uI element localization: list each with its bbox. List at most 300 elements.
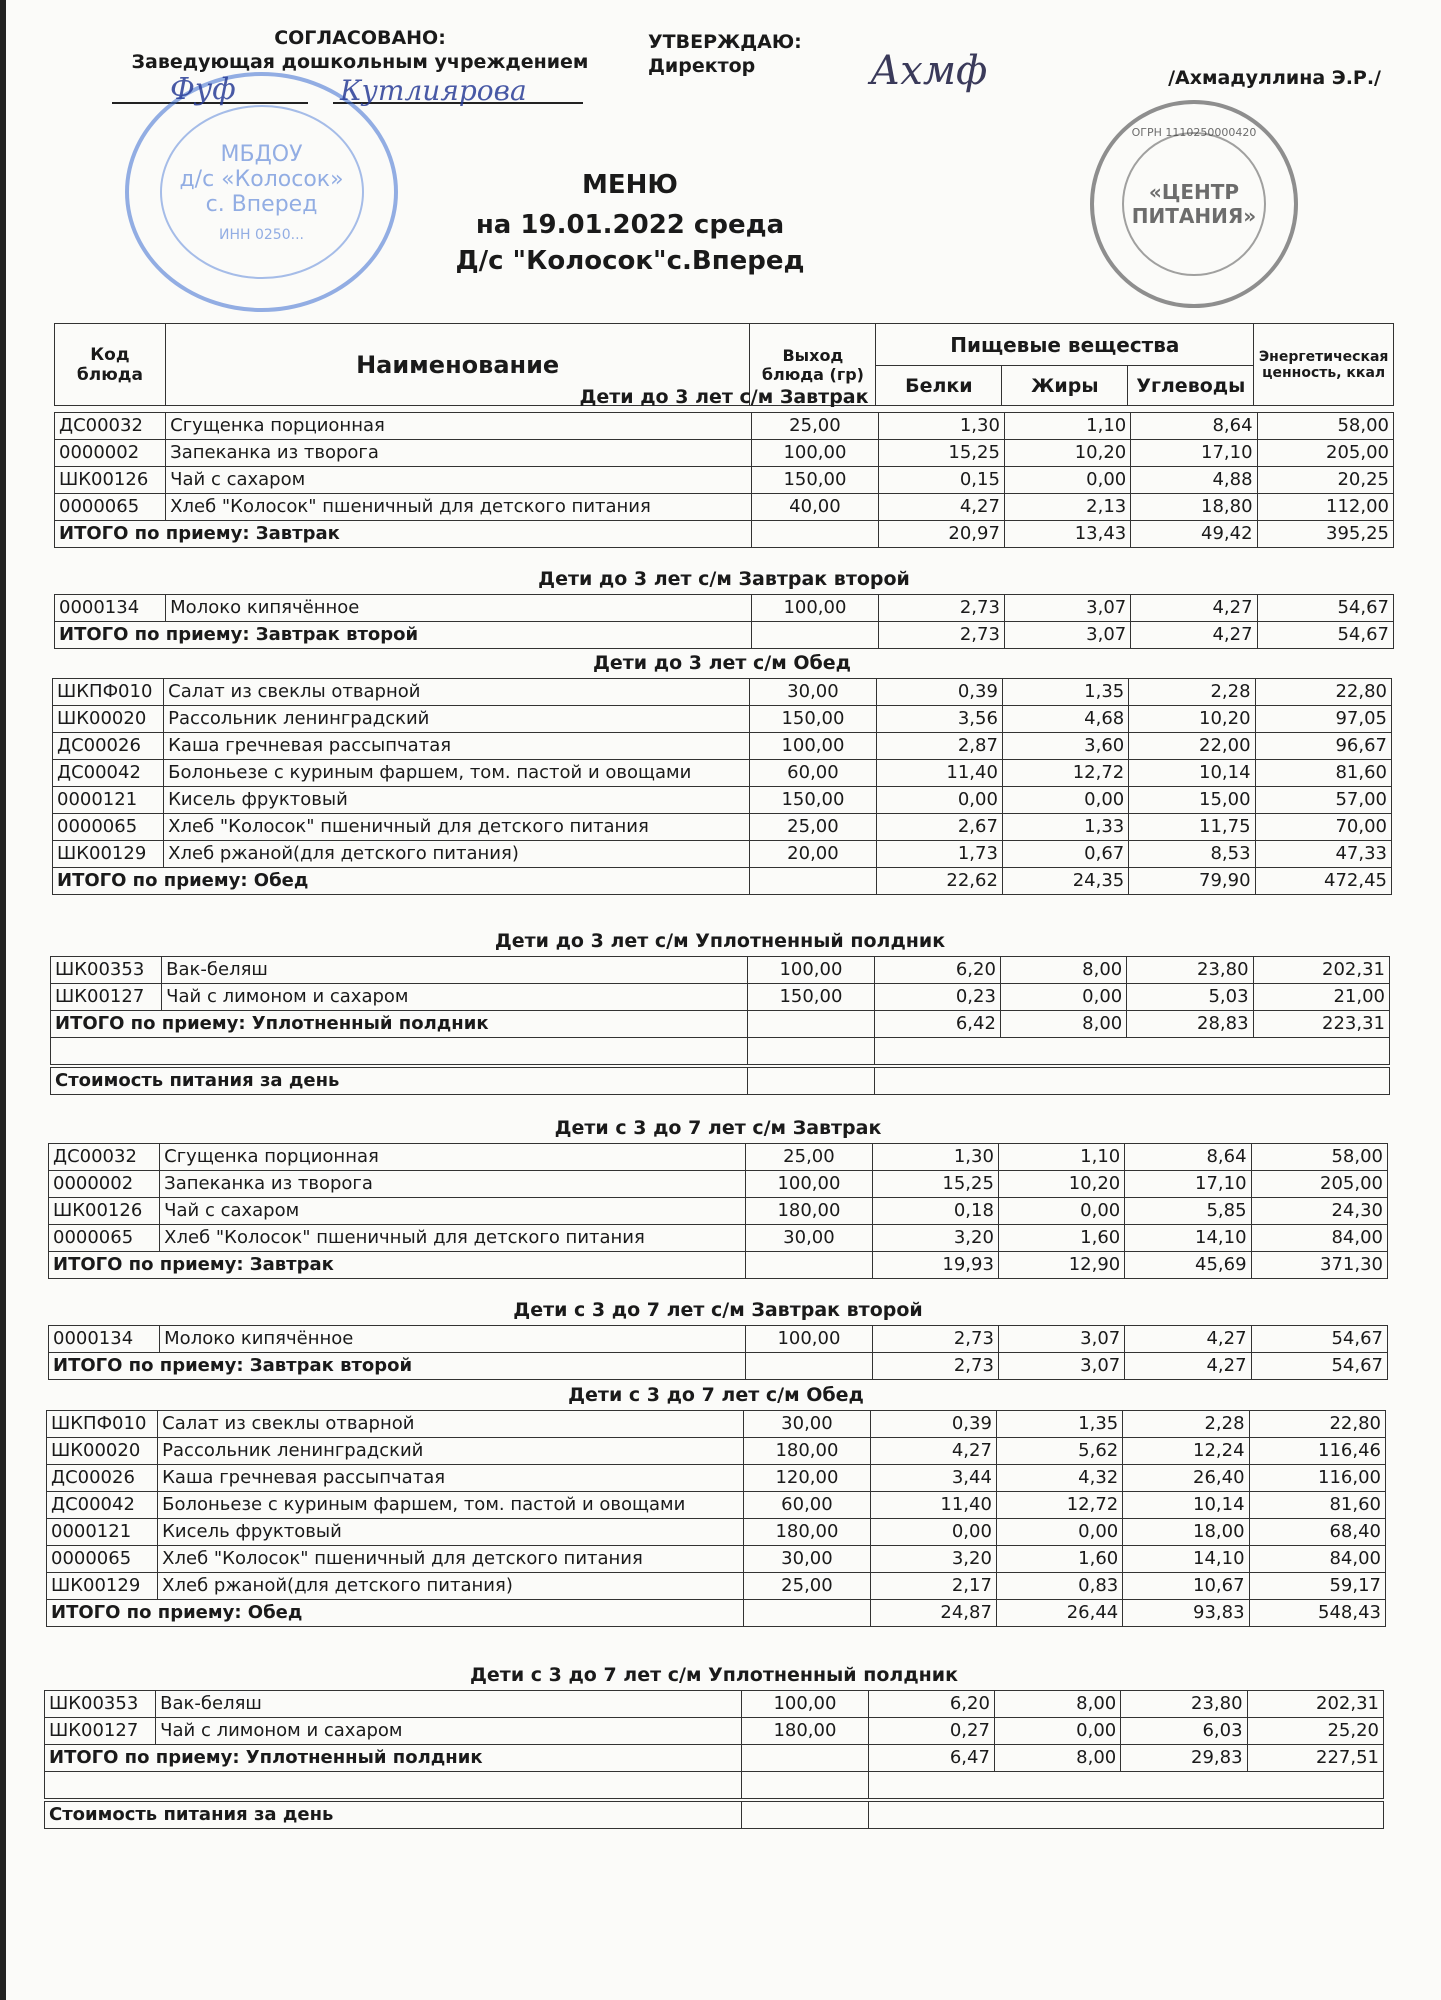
agreed-label: СОГЛАСОВАНО:	[274, 27, 446, 49]
total-fat: 8,00	[994, 1745, 1120, 1772]
total-row	[49, 1252, 1388, 1279]
dish-name: Чай с сахаром	[160, 1198, 746, 1225]
dish-name: Чай с лимоном и сахаром	[162, 984, 748, 1011]
day-cost-row	[51, 1066, 1390, 1095]
dish-name: Хлеб "Колосок" пшеничный для детского питания	[166, 494, 752, 521]
menu-title: МЕНЮ	[582, 170, 678, 200]
dish-yield: 150,00	[750, 706, 876, 733]
dish-carbs: 18,80	[1131, 494, 1257, 521]
dish-name: Хлеб "Колосок" пшеничный для детского питания	[158, 1546, 744, 1573]
section-title: Дети до 3 лет с/м Завтрак второй	[538, 568, 910, 590]
total-protein: 24,87	[870, 1600, 996, 1627]
blank-cell	[742, 1772, 868, 1801]
dish-carbs: 26,40	[1123, 1465, 1249, 1492]
dish-carbs: 8,64	[1125, 1144, 1251, 1171]
dish-name: Хлеб ржаной(для детского питания)	[164, 841, 750, 868]
blank-row	[45, 1772, 1384, 1801]
dish-code: ДС00026	[47, 1465, 158, 1492]
dish-fat: 12,72	[996, 1492, 1122, 1519]
dish-yield: 180,00	[744, 1438, 870, 1465]
dish-code: ШК00353	[51, 957, 162, 984]
day-cost-label: Стоимость питания за день	[51, 1066, 748, 1095]
dish-protein: 2,67	[876, 814, 1002, 841]
dish-row	[55, 494, 1394, 521]
section-table	[48, 1325, 1388, 1380]
dish-energy: 97,05	[1255, 706, 1391, 733]
dish-row	[47, 1546, 1386, 1573]
total-yield-empty	[744, 1600, 870, 1627]
dish-row	[51, 957, 1390, 984]
dish-code: ШК00127	[45, 1718, 156, 1745]
dish-yield: 60,00	[750, 760, 876, 787]
section-title: Дети с 3 до 7 лет с/м Обед	[568, 1384, 864, 1406]
blank-cell	[874, 1038, 1389, 1067]
dish-energy: 116,00	[1249, 1465, 1385, 1492]
dish-fat: 0,67	[1002, 841, 1128, 868]
total-label: ИТОГО по приему: Завтрак	[55, 521, 752, 548]
dish-name: Чай с лимоном и сахаром	[156, 1718, 742, 1745]
total-carbs: 93,83	[1123, 1600, 1249, 1627]
total-energy: 395,25	[1257, 521, 1393, 548]
dish-carbs: 10,14	[1129, 760, 1255, 787]
dish-row	[53, 679, 1392, 706]
dish-code: ШК00126	[55, 467, 166, 494]
dish-protein: 1,73	[876, 841, 1002, 868]
total-label: ИТОГО по приему: Обед	[47, 1600, 744, 1627]
dish-carbs: 2,28	[1129, 679, 1255, 706]
dish-energy: 205,00	[1257, 440, 1393, 467]
dish-carbs: 22,00	[1129, 733, 1255, 760]
dish-fat: 4,32	[996, 1465, 1122, 1492]
dish-name: Рассольник ленинградский	[158, 1438, 744, 1465]
dish-row	[47, 1411, 1386, 1438]
total-fat: 26,44	[996, 1600, 1122, 1627]
dish-fat: 3,07	[1004, 595, 1130, 622]
dish-energy: 54,67	[1257, 595, 1393, 622]
stamp-text: МБДОУ	[220, 141, 303, 167]
dish-protein: 0,18	[872, 1198, 998, 1225]
dish-code: ДС00042	[47, 1492, 158, 1519]
dish-protein: 11,40	[870, 1492, 996, 1519]
dish-yield: 100,00	[752, 440, 878, 467]
dish-carbs: 8,53	[1129, 841, 1255, 868]
dish-protein: 2,87	[876, 733, 1002, 760]
dish-fat: 0,00	[1002, 787, 1128, 814]
approve-role: Директор	[648, 55, 756, 77]
blank-cell	[748, 1038, 874, 1067]
dish-energy: 68,40	[1249, 1519, 1385, 1546]
dish-carbs: 17,10	[1125, 1171, 1251, 1198]
section-table	[54, 594, 1394, 649]
dish-fat: 8,00	[994, 1691, 1120, 1718]
dish-energy: 47,33	[1255, 841, 1391, 868]
dish-energy: 25,20	[1247, 1718, 1383, 1745]
stamp-text: ИНН 0250...	[219, 226, 304, 243]
dish-fat: 1,60	[998, 1225, 1124, 1252]
total-label: ИТОГО по приему: Завтрак второй	[55, 622, 752, 649]
dish-fat: 0,00	[1000, 984, 1126, 1011]
dish-code: 0000065	[53, 814, 164, 841]
total-energy: 371,30	[1251, 1252, 1387, 1279]
total-fat: 3,07	[998, 1353, 1124, 1380]
dish-protein: 6,20	[874, 957, 1000, 984]
dish-carbs: 2,28	[1123, 1411, 1249, 1438]
dish-carbs: 18,00	[1123, 1519, 1249, 1546]
dish-code: ШК00020	[47, 1438, 158, 1465]
approver-name: /Ахмадуллина Э.Р./	[1168, 67, 1381, 89]
dish-fat: 12,72	[1002, 760, 1128, 787]
day-cost-cell	[748, 1066, 874, 1095]
dish-energy: 84,00	[1249, 1546, 1385, 1573]
dish-carbs: 12,24	[1123, 1438, 1249, 1465]
dish-yield: 150,00	[750, 787, 876, 814]
dish-protein: 3,56	[876, 706, 1002, 733]
section-title: Дети с 3 до 7 лет с/м Завтрак второй	[513, 1299, 923, 1321]
dish-energy: 20,25	[1257, 467, 1393, 494]
dish-energy: 24,30	[1251, 1198, 1387, 1225]
dish-row	[53, 733, 1392, 760]
dish-protein: 15,25	[872, 1171, 998, 1198]
dish-row	[45, 1691, 1384, 1718]
dish-yield: 60,00	[744, 1492, 870, 1519]
dish-carbs: 11,75	[1129, 814, 1255, 841]
dish-name: Болоньезе с куриным фаршем, том. пастой и овощами	[164, 760, 750, 787]
total-fat: 12,90	[998, 1252, 1124, 1279]
total-energy: 227,51	[1247, 1745, 1383, 1772]
blank-row	[51, 1038, 1390, 1067]
col-name: Наименование	[165, 324, 750, 406]
dish-carbs: 10,14	[1123, 1492, 1249, 1519]
menu-date: на 19.01.2022 среда	[475, 210, 785, 240]
dish-carbs: 23,80	[1121, 1691, 1247, 1718]
dish-row	[53, 841, 1392, 868]
dish-name: Молоко кипячённое	[160, 1326, 746, 1353]
dish-row	[45, 1718, 1384, 1745]
signature-head: Фуф	[170, 72, 236, 107]
col-yield: Выход блюда (гр)	[750, 324, 876, 406]
stamp-text: ПИТАНИЯ»	[1131, 204, 1257, 228]
dish-row	[47, 1573, 1386, 1600]
col-fat: Жиры	[1002, 366, 1128, 406]
dish-yield: 100,00	[742, 1691, 868, 1718]
stamp-nutrition-center	[1090, 100, 1298, 308]
dish-name: Хлеб ржаной(для детского питания)	[158, 1573, 744, 1600]
dish-yield: 25,00	[750, 814, 876, 841]
dish-name: Каша гречневая рассыпчатая	[158, 1465, 744, 1492]
dish-protein: 0,39	[870, 1411, 996, 1438]
section-table	[46, 1410, 1386, 1627]
stamp-text: с. Вперед	[205, 191, 318, 217]
dish-row	[47, 1492, 1386, 1519]
dish-code: 0000134	[49, 1326, 160, 1353]
total-energy: 54,67	[1251, 1353, 1387, 1380]
dish-carbs: 6,03	[1121, 1718, 1247, 1745]
dish-name: Сгущенка порционная	[166, 413, 752, 440]
total-yield-empty	[742, 1745, 868, 1772]
dish-carbs: 23,80	[1127, 957, 1253, 984]
dish-name: Кисель фруктовый	[158, 1519, 744, 1546]
dish-carbs: 14,10	[1125, 1225, 1251, 1252]
dish-fat: 2,13	[1004, 494, 1130, 521]
total-protein: 2,73	[878, 622, 1004, 649]
total-label: ИТОГО по приему: Завтрак	[49, 1252, 746, 1279]
dish-protein: 4,27	[870, 1438, 996, 1465]
col-protein: Белки	[876, 366, 1002, 406]
section-title: Дети до 3 лет с/м Уплотненный полдник	[494, 930, 946, 952]
dish-energy: 57,00	[1255, 787, 1391, 814]
dish-name: Салат из свеклы отварной	[164, 679, 750, 706]
dish-name: Молоко кипячённое	[166, 595, 752, 622]
signature-director: Ахмф	[870, 48, 988, 94]
total-fat: 8,00	[1000, 1011, 1126, 1038]
dish-carbs: 4,27	[1131, 595, 1257, 622]
section-title: Дети до 3 лет с/м Завтрак	[579, 386, 869, 408]
dish-row	[53, 760, 1392, 787]
dish-row	[53, 814, 1392, 841]
dish-code: 0000121	[53, 787, 164, 814]
dish-energy: 202,31	[1253, 957, 1389, 984]
col-nutrients: Пищевые вещества	[876, 324, 1254, 366]
total-fat: 13,43	[1004, 521, 1130, 548]
dish-energy: 202,31	[1247, 1691, 1383, 1718]
dish-code: ШКПФ010	[47, 1411, 158, 1438]
dish-energy: 54,67	[1251, 1326, 1387, 1353]
day-cost-value	[868, 1800, 1383, 1829]
dish-name: Вак-беляш	[156, 1691, 742, 1718]
dish-carbs: 17,10	[1131, 440, 1257, 467]
dish-yield: 120,00	[744, 1465, 870, 1492]
total-row	[45, 1745, 1384, 1772]
total-yield-empty	[746, 1353, 872, 1380]
total-yield-empty	[752, 521, 878, 548]
total-protein: 19,93	[872, 1252, 998, 1279]
dish-row	[55, 413, 1394, 440]
dish-yield: 180,00	[744, 1519, 870, 1546]
total-energy: 223,31	[1253, 1011, 1389, 1038]
total-row	[55, 622, 1394, 649]
dish-fat: 5,62	[996, 1438, 1122, 1465]
dish-protein: 0,15	[878, 467, 1004, 494]
dish-row	[55, 595, 1394, 622]
approve-label: УТВЕРЖДАЮ:	[648, 31, 802, 53]
dish-name: Кисель фруктовый	[164, 787, 750, 814]
blank-cell	[45, 1772, 742, 1801]
col-energy: Энергетическая ценность, ккал	[1254, 324, 1394, 406]
dish-row	[47, 1438, 1386, 1465]
dish-protein: 0,00	[870, 1519, 996, 1546]
dish-row	[55, 467, 1394, 494]
dish-yield: 25,00	[744, 1573, 870, 1600]
dish-protein: 3,20	[870, 1546, 996, 1573]
dish-yield: 150,00	[748, 984, 874, 1011]
total-protein: 2,73	[872, 1353, 998, 1380]
dish-row	[51, 984, 1390, 1011]
dish-protein: 3,44	[870, 1465, 996, 1492]
dish-fat: 0,00	[994, 1718, 1120, 1745]
dish-name: Салат из свеклы отварной	[158, 1411, 744, 1438]
dish-energy: 59,17	[1249, 1573, 1385, 1600]
dish-protein: 2,17	[870, 1573, 996, 1600]
dish-fat: 10,20	[1004, 440, 1130, 467]
total-yield-empty	[746, 1252, 872, 1279]
dish-protein: 0,27	[868, 1718, 994, 1745]
day-cost-value	[874, 1066, 1389, 1095]
dish-yield: 180,00	[746, 1198, 872, 1225]
total-row	[53, 868, 1392, 895]
dish-name: Вак-беляш	[162, 957, 748, 984]
total-yield-empty	[748, 1011, 874, 1038]
total-carbs: 4,27	[1125, 1353, 1251, 1380]
section-title: Дети с 3 до 7 лет с/м Уплотненный полдник	[470, 1664, 958, 1686]
dish-fat: 0,83	[996, 1573, 1122, 1600]
dish-carbs: 5,03	[1127, 984, 1253, 1011]
dish-yield: 30,00	[744, 1546, 870, 1573]
dish-carbs: 15,00	[1129, 787, 1255, 814]
section-table	[48, 1143, 1388, 1279]
dish-name: Хлеб "Колосок" пшеничный для детского питания	[160, 1225, 746, 1252]
agreed-role: Заведующая дошкольным учреждением	[131, 51, 589, 73]
dish-carbs: 14,10	[1123, 1546, 1249, 1573]
dish-yield: 100,00	[748, 957, 874, 984]
dish-carbs: 4,27	[1125, 1326, 1251, 1353]
total-protein: 22,62	[876, 868, 1002, 895]
section-title: Дети с 3 до 7 лет с/м Завтрак	[554, 1117, 882, 1139]
total-yield-empty	[750, 868, 876, 895]
total-protein: 6,47	[868, 1745, 994, 1772]
total-carbs: 4,27	[1131, 622, 1257, 649]
dish-yield: 180,00	[742, 1718, 868, 1745]
section-title: Дети до 3 лет с/м Обед	[592, 652, 852, 674]
dish-protein: 15,25	[878, 440, 1004, 467]
total-label: ИТОГО по приему: Уплотненный полдник	[45, 1745, 742, 1772]
section-table	[44, 1690, 1384, 1829]
dish-code: ШК00127	[51, 984, 162, 1011]
dish-code: ДС00042	[53, 760, 164, 787]
total-energy: 548,43	[1249, 1600, 1385, 1627]
day-cost-label: Стоимость питания за день	[45, 1800, 742, 1829]
dish-protein: 2,73	[872, 1326, 998, 1353]
dish-yield: 40,00	[752, 494, 878, 521]
stamp-text: д/с «Колосок»	[179, 166, 344, 192]
total-row	[47, 1600, 1386, 1627]
dish-name: Хлеб "Колосок" пшеничный для детского питания	[164, 814, 750, 841]
signature-head-name: Кутлиярова	[340, 74, 527, 107]
total-row	[49, 1353, 1388, 1380]
stamp-kindergarten	[125, 72, 398, 312]
stamp-text: ОГРН 1110250000420	[1131, 126, 1257, 139]
total-carbs: 79,90	[1129, 868, 1255, 895]
dish-name: Запеканка из творога	[160, 1171, 746, 1198]
dish-code: 0000121	[47, 1519, 158, 1546]
total-protein: 20,97	[878, 521, 1004, 548]
dish-code: ШК00129	[47, 1573, 158, 1600]
dish-energy: 70,00	[1255, 814, 1391, 841]
dish-name: Каша гречневая рассыпчатая	[164, 733, 750, 760]
dish-carbs: 5,85	[1125, 1198, 1251, 1225]
dish-code: 0000134	[55, 595, 166, 622]
dish-carbs: 8,64	[1131, 413, 1257, 440]
total-carbs: 28,83	[1127, 1011, 1253, 1038]
col-carbs: Углеводы	[1128, 366, 1254, 406]
total-fat: 24,35	[1002, 868, 1128, 895]
dish-protein: 4,27	[878, 494, 1004, 521]
dish-carbs: 4,88	[1131, 467, 1257, 494]
col-code: Код блюда	[55, 324, 166, 406]
dish-row	[49, 1171, 1388, 1198]
dish-yield: 30,00	[744, 1411, 870, 1438]
dish-energy: 22,80	[1249, 1411, 1385, 1438]
dish-fat: 1,35	[996, 1411, 1122, 1438]
dish-fat: 0,00	[1004, 467, 1130, 494]
dish-row	[47, 1519, 1386, 1546]
dish-code: 0000065	[55, 494, 166, 521]
total-label: ИТОГО по приему: Обед	[53, 868, 750, 895]
dish-energy: 96,67	[1255, 733, 1391, 760]
dish-row	[49, 1225, 1388, 1252]
dish-fat: 1,60	[996, 1546, 1122, 1573]
dish-yield: 100,00	[750, 733, 876, 760]
dish-fat: 3,07	[998, 1326, 1124, 1353]
dish-row	[49, 1144, 1388, 1171]
dish-carbs: 10,20	[1129, 706, 1255, 733]
scan-edge	[0, 0, 6, 2000]
total-label: ИТОГО по приему: Завтрак второй	[49, 1353, 746, 1380]
total-fat: 3,07	[1004, 622, 1130, 649]
section-table	[54, 412, 1394, 548]
total-row	[51, 1011, 1390, 1038]
dish-protein: 1,30	[872, 1144, 998, 1171]
dish-name: Запеканка из творога	[166, 440, 752, 467]
dish-energy: 22,80	[1255, 679, 1391, 706]
dish-fat: 1,10	[1004, 413, 1130, 440]
dish-energy: 81,60	[1255, 760, 1391, 787]
total-carbs: 29,83	[1121, 1745, 1247, 1772]
dish-protein: 0,00	[876, 787, 1002, 814]
dish-fat: 1,33	[1002, 814, 1128, 841]
blank-cell	[51, 1038, 748, 1067]
total-carbs: 45,69	[1125, 1252, 1251, 1279]
dish-fat: 0,00	[998, 1198, 1124, 1225]
dish-fat: 0,00	[996, 1519, 1122, 1546]
dish-protein: 6,20	[868, 1691, 994, 1718]
dish-fat: 3,60	[1002, 733, 1128, 760]
dish-protein: 0,39	[876, 679, 1002, 706]
total-protein: 6,42	[874, 1011, 1000, 1038]
dish-yield: 25,00	[746, 1144, 872, 1171]
dish-code: ДС00032	[55, 413, 166, 440]
blank-cell	[868, 1772, 1383, 1801]
day-cost-cell	[742, 1800, 868, 1829]
dish-code: 0000065	[47, 1546, 158, 1573]
dish-energy: 112,00	[1257, 494, 1393, 521]
dish-yield: 30,00	[746, 1225, 872, 1252]
dish-name: Рассольник ленинградский	[164, 706, 750, 733]
total-yield-empty	[752, 622, 878, 649]
dish-name: Чай с сахаром	[166, 467, 752, 494]
approve-block	[648, 30, 802, 78]
dish-name: Сгущенка порционная	[160, 1144, 746, 1171]
dish-yield: 100,00	[746, 1326, 872, 1353]
dish-code: 0000002	[49, 1171, 160, 1198]
dish-code: ШКПФ010	[53, 679, 164, 706]
menu-institution: Д/с "Колосок"с.Вперед	[455, 246, 805, 276]
dish-code: ДС00032	[49, 1144, 160, 1171]
dish-row	[49, 1198, 1388, 1225]
dish-energy: 84,00	[1251, 1225, 1387, 1252]
dish-row	[53, 787, 1392, 814]
dish-row	[53, 706, 1392, 733]
total-energy: 472,45	[1255, 868, 1391, 895]
